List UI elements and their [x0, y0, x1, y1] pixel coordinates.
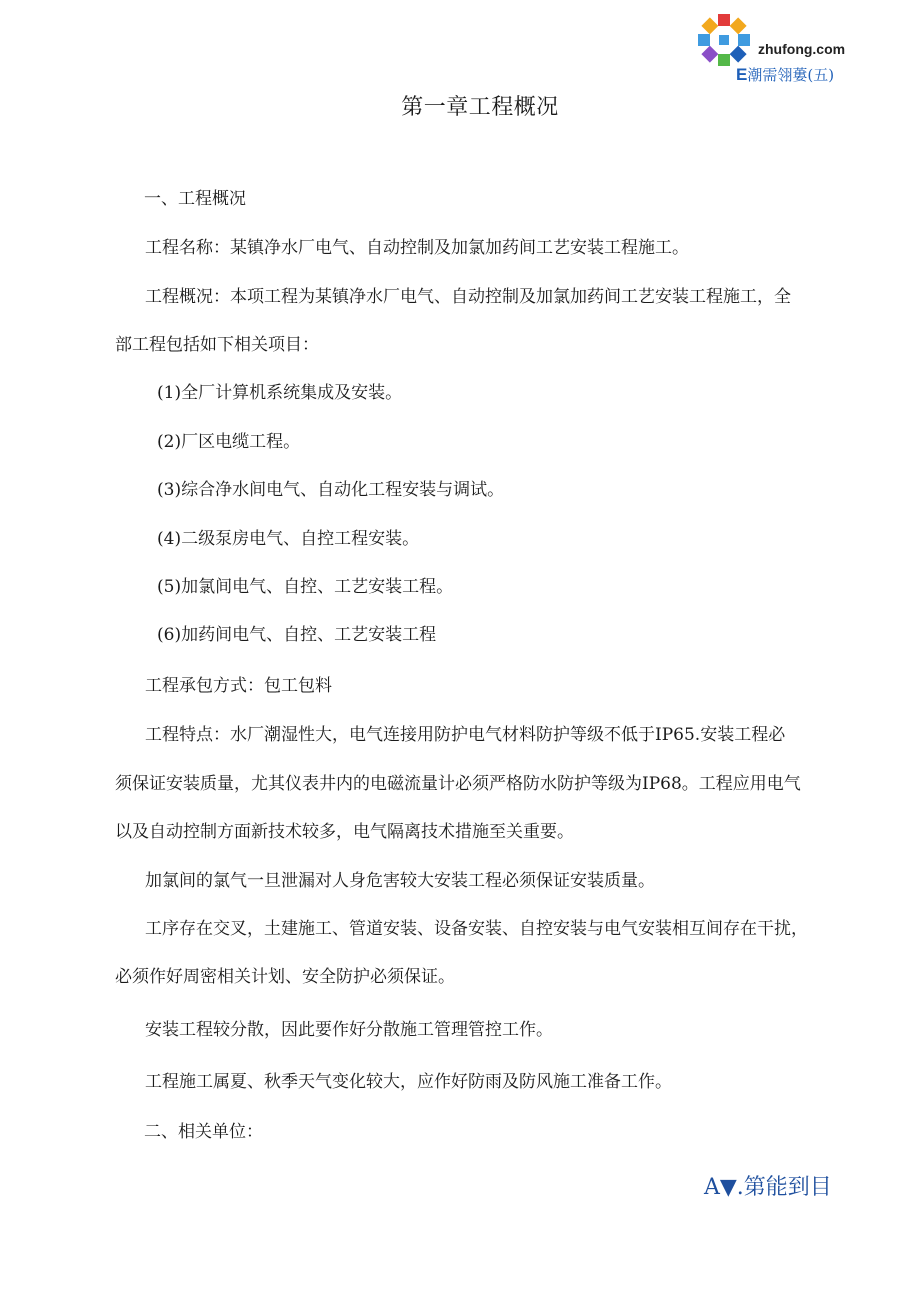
- process-line-1: 工序存在交叉，土建施工、管道安装、设备安装、自控安装与电气安装相互间存在干扰，: [145, 919, 808, 939]
- project-name: 工程名称：某镇净水厂电气、自动控制及加氯加药间工艺安装工程施工。: [145, 238, 689, 258]
- chlorine-note: 加氯间的氯气一旦泄漏对人身危害较大安装工程必须保证安装质量。: [145, 871, 655, 891]
- logo-sub-letter: E: [736, 65, 748, 84]
- list-item: (4)二级泵房电气、自控工程安装。: [157, 529, 420, 549]
- logo-sub-text: 潮需翎蔞(五): [747, 66, 835, 84]
- list-item: (1)全厂计算机系统集成及安装。: [157, 383, 403, 403]
- features-line-2: 须保证安装质量，尤其仪表井内的电磁流量计必须严格防水防护等级为IP68。工程应用电气: [115, 774, 801, 794]
- weather-note: 工程施工属夏、秋季天气变化较大，应作好防雨及防风施工准备工作。: [145, 1072, 672, 1092]
- section1-heading: 一、工程概况: [144, 189, 246, 209]
- list-item: (6)加药间电气、自控、工艺安装工程: [157, 625, 437, 645]
- features-line-1: 工程特点：水厂潮湿性大，电气连接用防护电气材料防护等级不低于IP65.安装工程必: [145, 725, 786, 745]
- list-item: (5)加氯间电气、自控、工艺安装工程。: [157, 577, 454, 597]
- list-item: (3)综合净水间电气、自动化工程安装与调试。: [157, 480, 505, 500]
- features-line-3: 以及自动控制方面新技术较多，电气隔离技术措施至关重要。: [115, 822, 574, 842]
- section2-heading: 二、相关单位：: [144, 1122, 263, 1142]
- contract-mode: 工程承包方式：包工包料: [145, 676, 332, 696]
- overview-line-1: 工程概况：本项工程为某镇净水厂电气、自动控制及加氯加药间工艺安装工程施工，全: [145, 287, 791, 307]
- site-logo: [694, 10, 864, 90]
- chapter-title: 第一章工程概况: [401, 95, 559, 120]
- dispersed-note: 安装工程较分散，因此要作好分散施工管理管控工作。: [145, 1020, 553, 1040]
- logo-subtitle: [736, 64, 834, 85]
- list-item: (2)厂区电缆工程。: [157, 432, 301, 452]
- logo-site-name: zhufong.com: [758, 41, 846, 57]
- pinwheel-logo-icon: [694, 10, 754, 70]
- footer-mark: A▼.第能到目: [704, 1175, 832, 1200]
- overview-line-2: 部工程包括如下相关项目：: [115, 335, 319, 355]
- process-line-2: 必须作好周密相关计划、安全防护必须保证。: [115, 967, 455, 987]
